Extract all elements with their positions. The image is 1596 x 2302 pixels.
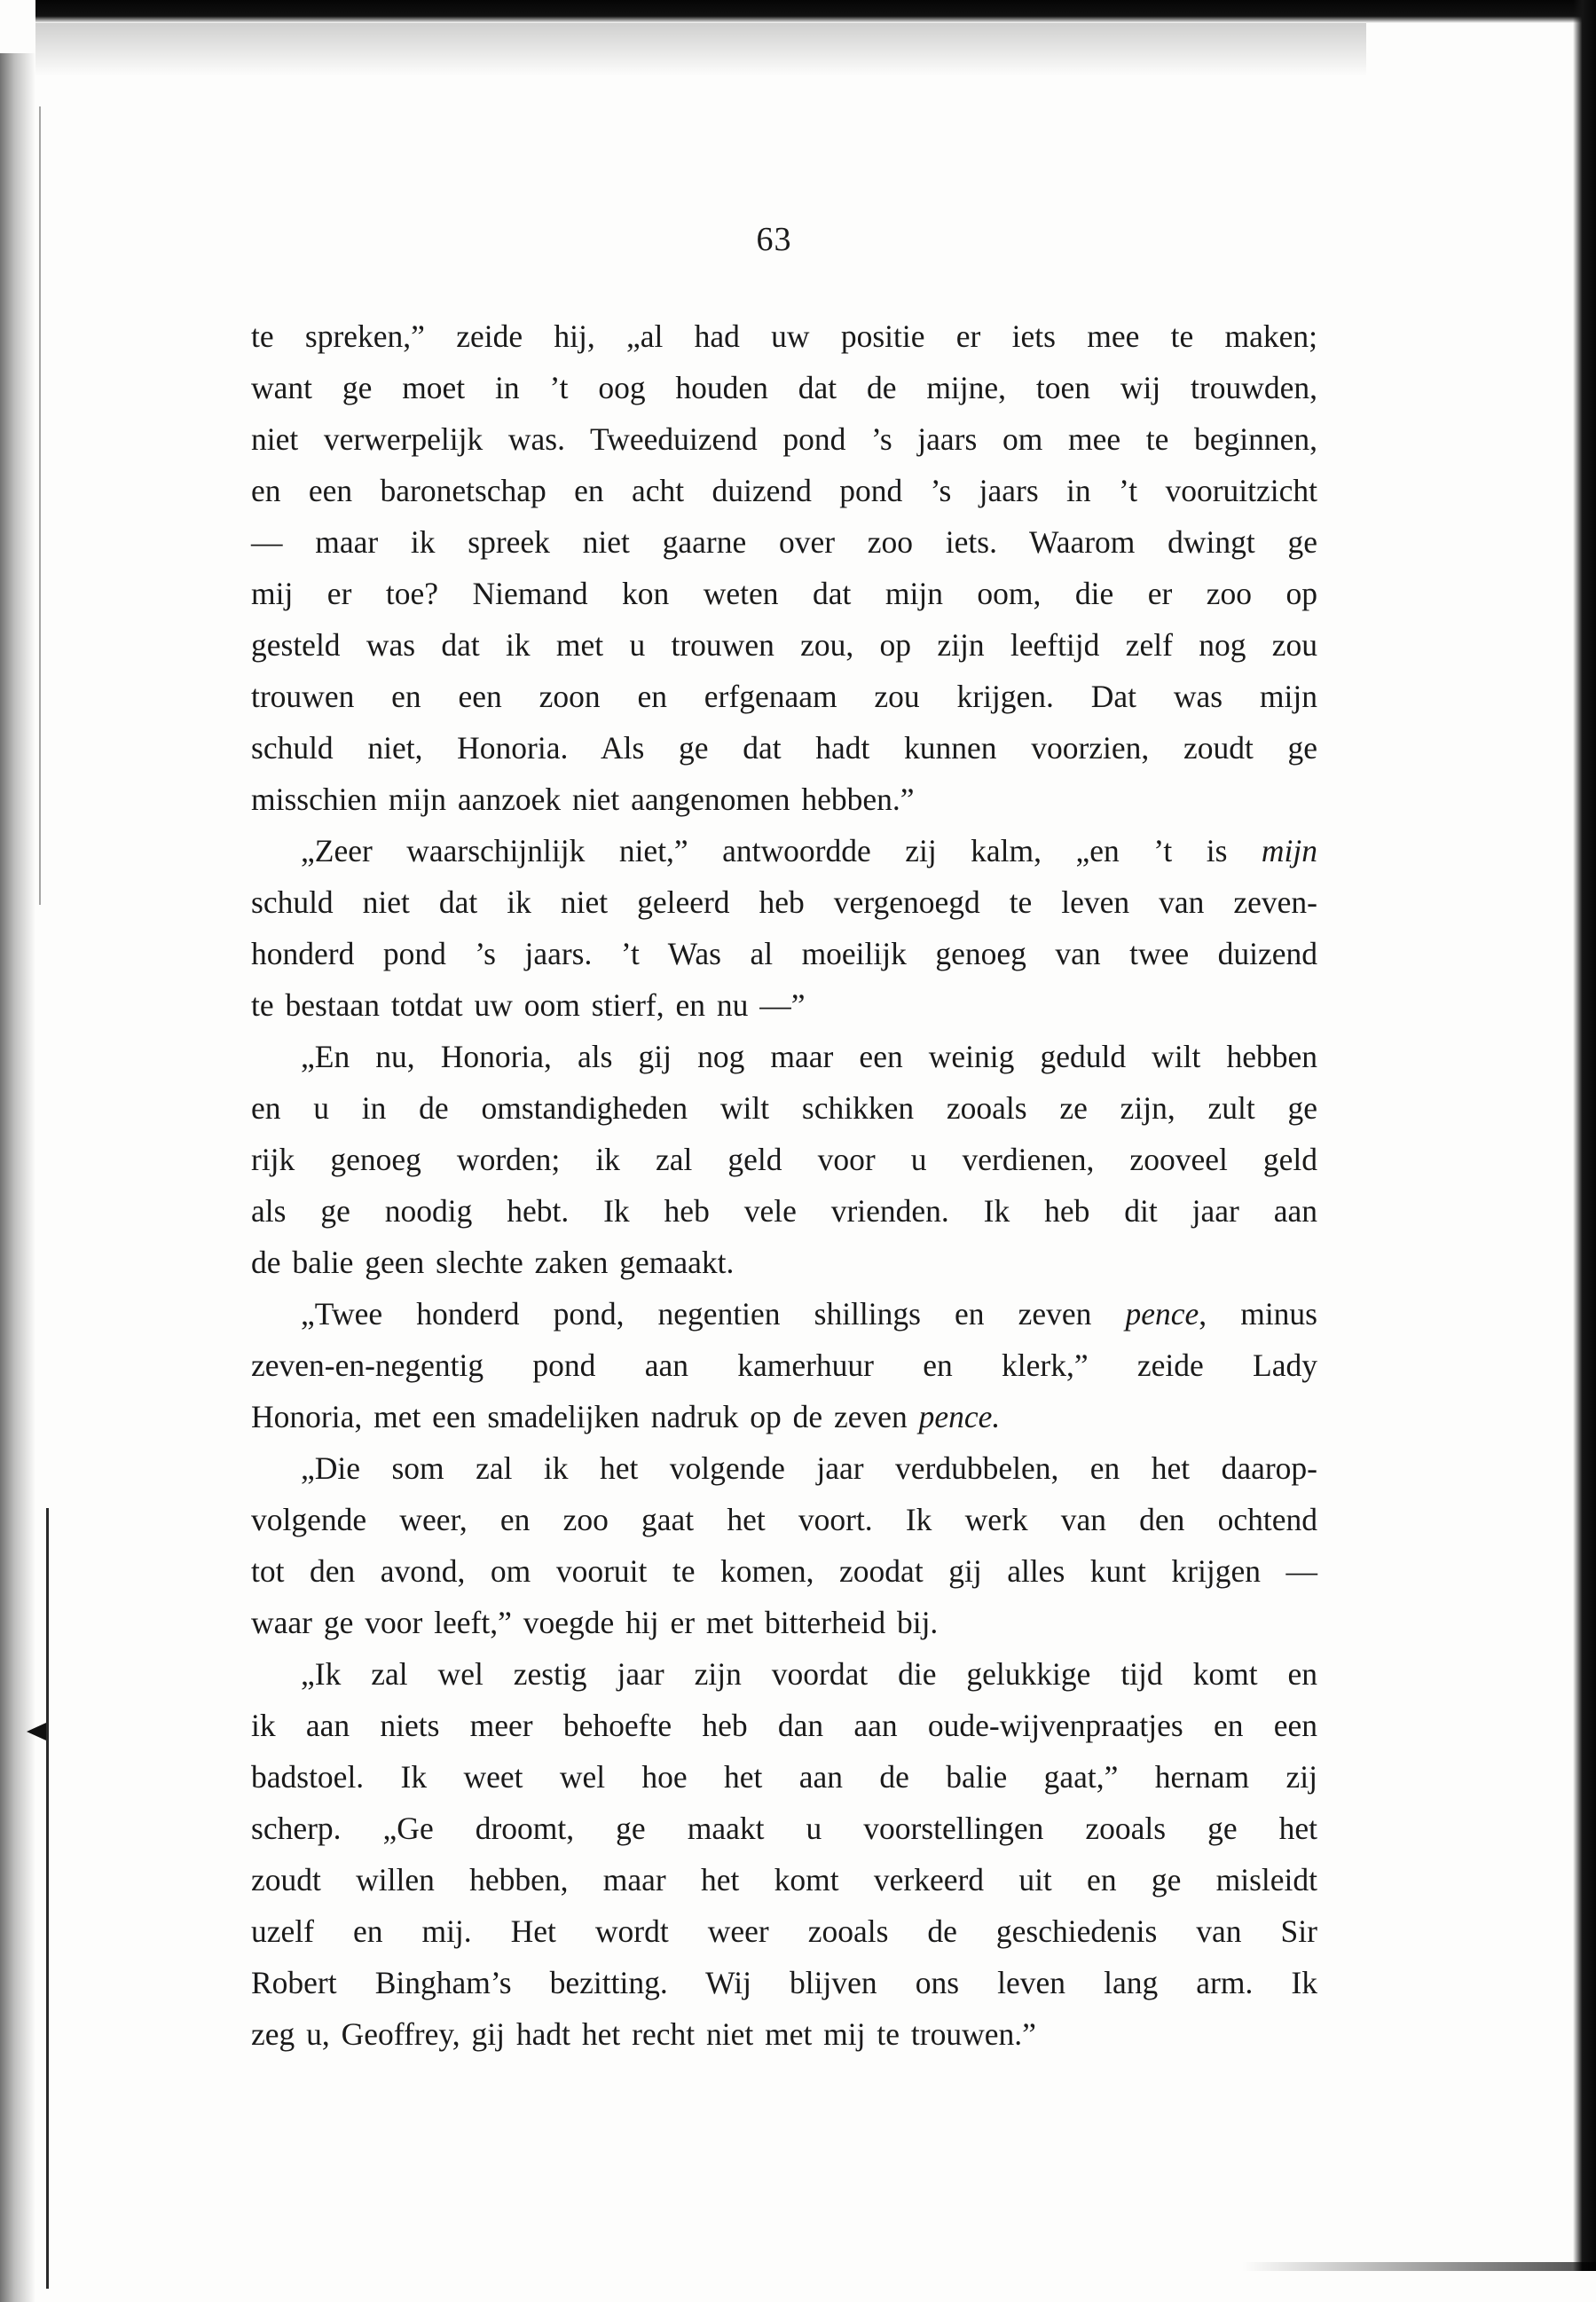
scan-binding-line-lower bbox=[46, 1508, 49, 2289]
text-line bbox=[251, 1494, 1317, 1545]
text-line bbox=[251, 1854, 1317, 1905]
text-segment: schuld niet dat ik niet geleerd heb vergenoegd te leven van zeven- bbox=[251, 884, 1317, 920]
binding-arrow-mark bbox=[27, 1723, 46, 1740]
body-text bbox=[251, 310, 1317, 2060]
text-segment: trouwen en een zoon en erfgenaam zou krijgen. Dat was mijn bbox=[251, 679, 1317, 714]
text-segment: en u in de omstandigheden wilt schikken zooals ze zijn, zult ge bbox=[251, 1090, 1317, 1126]
text-line bbox=[251, 1442, 1317, 1494]
text-line bbox=[251, 1803, 1317, 1854]
page-number: 63 bbox=[756, 221, 792, 258]
text-segment: rijk genoeg worden; ik zal geld voor u verdienen, zooveel geld bbox=[251, 1142, 1317, 1177]
text-segment: misschien mijn aanzoek niet aangenomen hebben.” bbox=[251, 782, 915, 817]
text-line bbox=[251, 465, 1317, 516]
text-segment: want ge moet in ’t oog houden dat de mijne, toen wij trouwden, bbox=[251, 370, 1317, 405]
text-line bbox=[251, 1905, 1317, 1957]
italic-word: pence. bbox=[918, 1399, 1001, 1434]
text-segment: te bestaan totdat uw oom stierf, en nu —” bbox=[251, 987, 806, 1023]
text-line bbox=[251, 1134, 1317, 1185]
text-segment: Robert Bingham’s bezitting. Wij blijven ons leven lang arm. Ik bbox=[251, 1965, 1317, 2000]
text-segment: „En nu, Honoria, als gij nog maar een weinig geduld wilt hebben bbox=[301, 1039, 1317, 1074]
text-line bbox=[251, 722, 1317, 774]
italic-word: mijn bbox=[1261, 833, 1317, 868]
scan-edge-right bbox=[1573, 0, 1596, 2271]
text-line bbox=[251, 362, 1317, 413]
text-segment: — maar ik spreek niet gaarne over zoo iets. Waarom dwingt ge bbox=[251, 524, 1317, 560]
text-line bbox=[251, 1751, 1317, 1803]
text-segment: als ge noodig hebt. Ik heb vele vrienden. Ik heb dit jaar aan bbox=[251, 1193, 1317, 1229]
text-line bbox=[251, 1648, 1317, 1700]
text-segment: „Ik zal wel zestig jaar zijn voordat die gelukkige tijd komt en bbox=[301, 1656, 1317, 1692]
text-line bbox=[251, 1957, 1317, 2008]
text-segment: „Twee honderd pond, negentien shillings en zeven bbox=[301, 1296, 1126, 1332]
text-segment: „Zeer waarschijnlijk niet,” antwoordde zij kalm, „en ’t is bbox=[301, 833, 1262, 868]
text-line bbox=[251, 516, 1317, 568]
text-line bbox=[251, 1700, 1317, 1751]
italic-word: pence bbox=[1125, 1296, 1199, 1332]
text-line bbox=[251, 1340, 1317, 1391]
text-line bbox=[251, 1597, 1317, 1648]
text-line bbox=[251, 310, 1317, 362]
text-line bbox=[251, 1545, 1317, 1597]
text-segment: zoudt willen hebben, maar het komt verkeerd uit en ge misleidt bbox=[251, 1862, 1317, 1897]
text-segment: mij er toe? Niemand kon weten dat mijn oom, die er zoo op bbox=[251, 576, 1317, 611]
text-segment: zeg u, Geoffrey, gij hadt het recht niet met mij te trouwen.” bbox=[251, 2016, 1036, 2052]
text-segment: ik aan niets meer behoefte heb dan aan oude-wijvenpraatjes en een bbox=[251, 1708, 1317, 1743]
text-line bbox=[251, 979, 1317, 1031]
text-segment: scherp. „Ge droomt, ge maakt u voorstellingen zooals ge het bbox=[251, 1811, 1317, 1846]
text-line bbox=[251, 2008, 1317, 2060]
text-line bbox=[251, 1237, 1317, 1288]
text-line bbox=[251, 1082, 1317, 1134]
text-segment: honderd pond ’s jaars. ’t Was al moeilijk genoeg van twee duizend bbox=[251, 936, 1317, 971]
text-line bbox=[251, 568, 1317, 619]
text-segment: Honoria, met een smadelijken nadruk op de zeven bbox=[251, 1399, 919, 1434]
text-segment: de balie geen slechte zaken gemaakt. bbox=[251, 1245, 735, 1280]
text-segment: niet verwerpelijk was. Tweeduizend pond ’s jaars om mee te beginnen, bbox=[251, 421, 1317, 457]
text-segment: tot den avond, om vooruit te komen, zoodat gij alles kunt krijgen — bbox=[251, 1553, 1317, 1589]
text-line bbox=[251, 413, 1317, 465]
text-line bbox=[251, 671, 1317, 722]
text-line bbox=[251, 1185, 1317, 1237]
text-segment: schuld niet, Honoria. Als ge dat hadt kunnen voorzien, zoudt ge bbox=[251, 730, 1317, 766]
text-line bbox=[251, 1391, 1317, 1442]
scan-edge-top bbox=[35, 0, 1596, 23]
text-line bbox=[251, 825, 1317, 876]
text-line bbox=[251, 1031, 1317, 1082]
text-segment: , minus bbox=[1199, 1296, 1317, 1332]
text-segment: waar ge voor leeft,” voegde hij er met bitterheid bij. bbox=[251, 1605, 939, 1640]
scan-shadow-top bbox=[35, 23, 1366, 76]
text-segment: uzelf en mij. Het wordt weer zooals de geschiedenis van Sir bbox=[251, 1913, 1317, 1949]
text-line bbox=[251, 774, 1317, 825]
text-line bbox=[251, 1288, 1317, 1340]
scan-edge-bottom bbox=[1242, 2262, 1596, 2271]
text-line bbox=[251, 928, 1317, 979]
text-segment: badstoel. Ik weet wel hoe het aan de balie gaat,” hernam zij bbox=[251, 1759, 1317, 1795]
scan-edge-left bbox=[0, 53, 35, 2302]
text-segment: volgende weer, en zoo gaat het voort. Ik werk van den ochtend bbox=[251, 1502, 1317, 1537]
text-segment: zeven-en-negentig pond aan kamerhuur en klerk,” zeide Lady bbox=[251, 1347, 1317, 1383]
text-segment: te spreken,” zeide hij, „al had uw positie er iets mee te maken; bbox=[251, 318, 1317, 354]
text-line bbox=[251, 876, 1317, 928]
text-segment: gesteld was dat ik met u trouwen zou, op zijn leeftijd zelf nog zou bbox=[251, 627, 1317, 663]
text-line bbox=[251, 619, 1317, 671]
text-segment: „Die som zal ik het volgende jaar verdubbelen, en het daarop- bbox=[301, 1450, 1317, 1486]
text-segment: en een baronetschap en acht duizend pond ’s jaars in ’t vooruitzicht bbox=[251, 473, 1317, 508]
